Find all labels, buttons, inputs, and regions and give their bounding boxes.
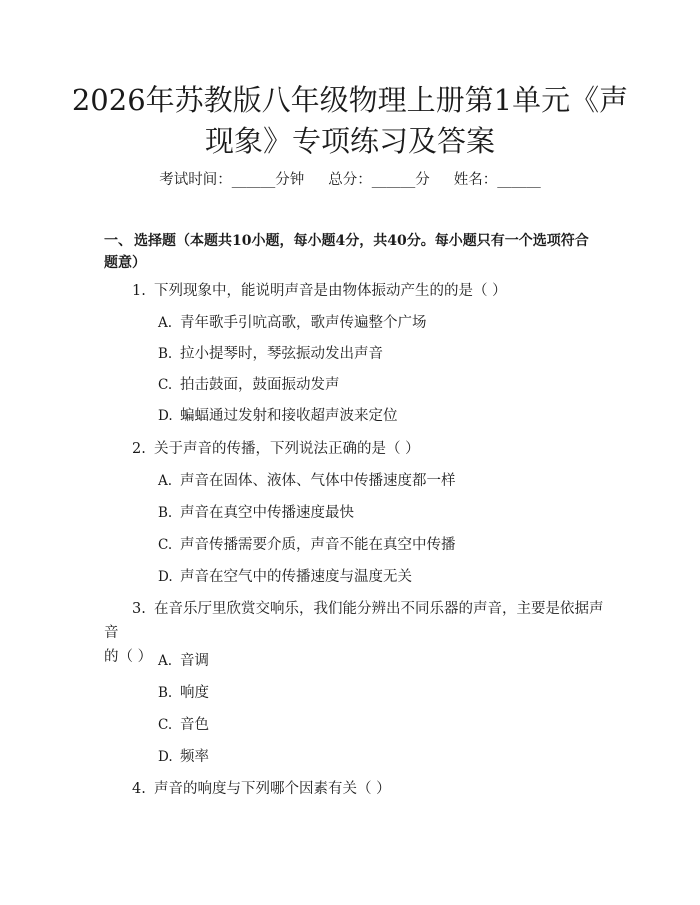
option-letter: A.	[158, 653, 173, 669]
option-item	[158, 649, 209, 673]
question-text: 下列现象中，能说明声音是由物体振动产生的的是（ ）	[154, 283, 507, 299]
option-letter: A.	[158, 315, 173, 331]
option-text: 声音在真空中传播速度最快	[180, 505, 354, 521]
option-text: 声音传播需要介质，声音不能在真空中传播	[180, 537, 456, 553]
option-item	[158, 745, 209, 769]
option-item	[158, 404, 398, 428]
option-letter: C.	[158, 377, 173, 393]
question-text: 关于声音的传播，下列说法正确的是（ ）	[154, 441, 420, 457]
exam-info	[0, 168, 700, 189]
option-text: 响度	[180, 685, 209, 701]
document-title	[60, 80, 640, 162]
name-field: 姓名：______	[453, 172, 541, 188]
option-item	[158, 311, 427, 335]
option-letter: B.	[158, 346, 173, 362]
option-text: 拍击鼓面，鼓面振动发声	[180, 377, 340, 393]
option-item	[158, 713, 209, 737]
option-letter: D.	[158, 408, 173, 424]
option-letter: C.	[158, 717, 173, 733]
option-letter: D.	[158, 749, 173, 765]
question-number: 3.	[132, 601, 146, 617]
question-1	[104, 279, 604, 303]
option-letter: A.	[158, 473, 173, 489]
section-text-line-2: 题意）	[104, 255, 146, 271]
question-4	[104, 777, 604, 801]
question-text: 声音的响度与下列哪个因素有关（ ）	[154, 781, 391, 797]
title-line-2: 现象》专项练习及答案	[204, 124, 495, 158]
question-text-line-2: 的（ ）	[104, 649, 153, 665]
option-item	[158, 533, 456, 557]
option-item	[158, 565, 412, 589]
question-number: 1.	[132, 283, 146, 299]
section-number: 一、	[104, 233, 132, 249]
question-number: 4.	[132, 781, 146, 797]
total-score-field: 总分：______分	[328, 172, 430, 188]
exam-time-field: 考试时间：______分钟	[159, 172, 305, 188]
question-2	[104, 437, 604, 461]
option-letter: C.	[158, 537, 173, 553]
option-item	[158, 501, 354, 525]
section-text-line-1: 选择题（本题共10小题，每小题4分，共40分。每小题只有一个选项符合	[134, 233, 589, 249]
option-text: 声音在空气中的传播速度与温度无关	[180, 569, 412, 585]
option-item	[158, 681, 209, 705]
option-item	[158, 469, 456, 493]
question-number: 2.	[132, 441, 146, 457]
option-item	[158, 373, 340, 397]
title-line-1: 2026年苏教版八年级物理上册第1单元《声	[71, 83, 629, 117]
option-letter: D.	[158, 569, 173, 585]
option-text: 音色	[180, 717, 209, 733]
option-text: 蝙蝠通过发射和接收超声波来定位	[180, 408, 398, 424]
option-text: 声音在固体、液体、气体中传播速度都一样	[180, 473, 456, 489]
option-letter: B.	[158, 505, 173, 521]
option-text: 拉小提琴时，琴弦振动发出声音	[180, 346, 383, 362]
section-heading	[104, 230, 604, 274]
option-letter: B.	[158, 685, 173, 701]
option-text: 频率	[180, 749, 209, 765]
question-text-line-1: 在音乐厅里欣赏交响乐，我们能分辨出不同乐器的声音，主要是依据声音	[104, 601, 604, 641]
option-text: 音调	[180, 653, 209, 669]
option-text: 青年歌手引吭高歌，歌声传遍整个广场	[180, 315, 427, 331]
option-item	[158, 342, 383, 366]
